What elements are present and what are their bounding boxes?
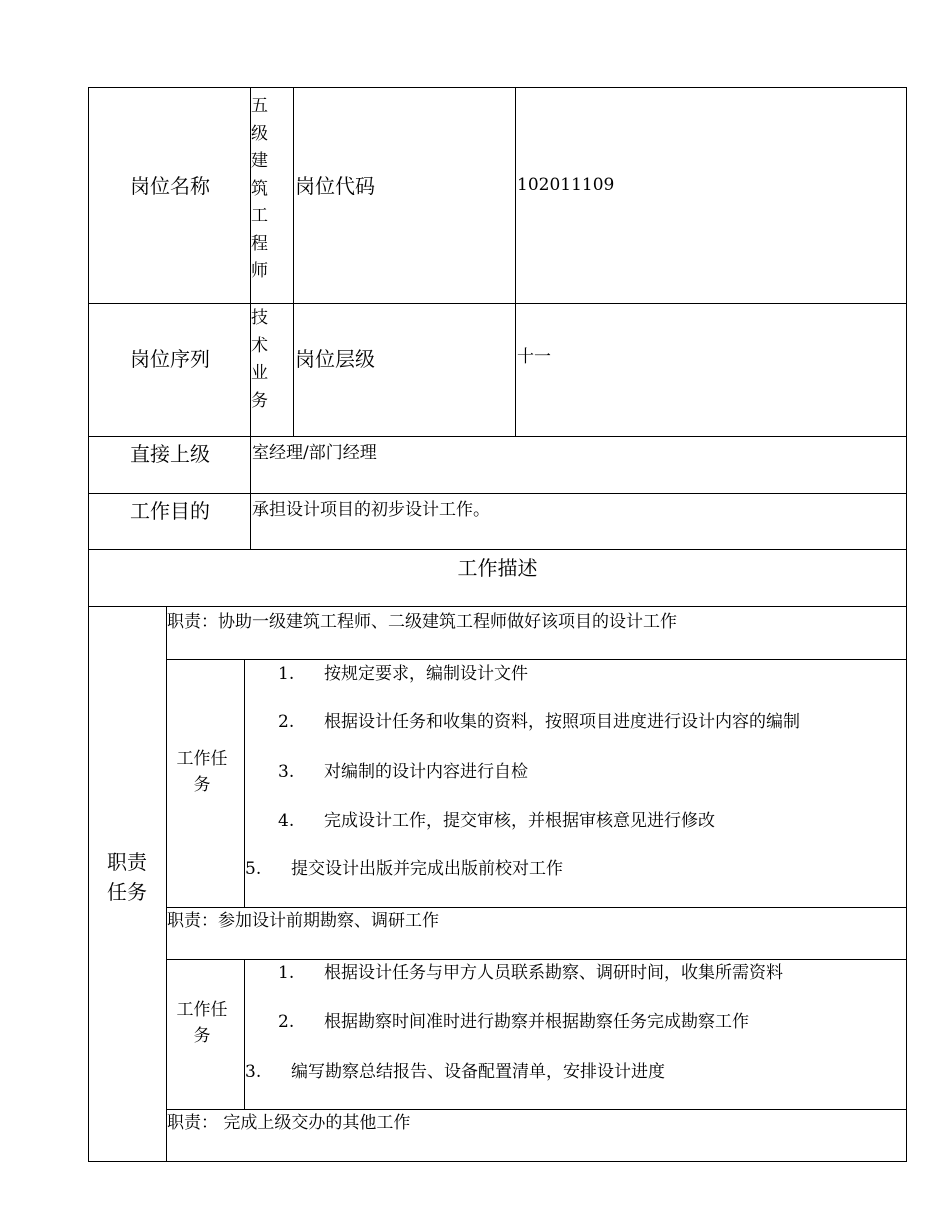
task-text: 根据设计任务和收集的资料，按照项目进度进行设计内容的编制: [324, 712, 800, 732]
task-number: 2.: [278, 712, 295, 732]
task-item: [278, 666, 528, 683]
post-code-label: 岗位代码: [295, 174, 375, 198]
task-item: [278, 714, 800, 731]
task-item: [245, 1064, 665, 1081]
task-text: 根据设计任务与甲方人员联系勘察、调研时间，收集所需资料: [324, 963, 783, 983]
task-number: 1.: [278, 963, 295, 983]
task-number: 3.: [245, 1062, 262, 1082]
description-header: 工作描述: [457, 556, 538, 580]
task-number: 4.: [278, 811, 295, 831]
duty-text: 职责： 完成上级交办的其他工作: [167, 1113, 411, 1133]
post-name-label: 岗位名称: [130, 174, 210, 198]
task-item: [278, 813, 715, 830]
duties-label: 职责任务: [107, 850, 147, 904]
column-divider: [166, 606, 167, 1162]
post-level-value: 十一: [517, 347, 551, 367]
task-text: 编写勘察总结报告、设备配置清单，安排设计进度: [291, 1062, 665, 1082]
row-divider: [88, 436, 907, 437]
task-text: 按规定要求，编制设计文件: [324, 664, 528, 684]
row-divider: [88, 303, 907, 304]
duty-divider: [166, 1109, 907, 1110]
duty-text: 职责：参加设计前期勘察、调研工作: [167, 911, 439, 931]
task-number: 1.: [278, 664, 295, 684]
tasks-label: 工作任务: [176, 749, 228, 795]
task-item: [245, 861, 563, 878]
task-text: 完成设计工作，提交审核，并根据审核意见进行修改: [324, 811, 715, 831]
post-series-label: 岗位序列: [130, 347, 210, 371]
superior-label: 直接上级: [130, 442, 210, 466]
superior-value: 室经理/部门经理: [252, 443, 377, 463]
task-item: [278, 764, 528, 781]
duty-text: 职责：协助一级建筑工程师、二级建筑工程师做好该项目的设计工作: [167, 612, 677, 632]
duty-divider: [166, 907, 907, 908]
duty-divider: [166, 659, 907, 660]
column-divider: [244, 959, 245, 1110]
task-number: 3.: [278, 762, 295, 782]
duty-divider: [166, 959, 907, 960]
post-code-value: 102011109: [517, 175, 615, 195]
column-divider: [515, 87, 516, 437]
table-border-right: [906, 87, 907, 1162]
post-series-value: 技术业务: [251, 308, 268, 411]
column-divider: [293, 87, 294, 437]
task-number: 2.: [278, 1012, 295, 1032]
purpose-label: 工作目的: [130, 499, 210, 523]
row-divider: [88, 549, 907, 550]
post-name-value: 五级建筑工程师: [251, 96, 268, 281]
post-level-label: 岗位层级: [295, 347, 375, 371]
purpose-value: 承担设计项目的初步设计工作。: [252, 500, 490, 520]
task-text: 提交设计出版并完成出版前校对工作: [291, 859, 563, 879]
task-number: 5.: [245, 859, 262, 879]
task-item: [278, 1014, 749, 1031]
task-text: 对编制的设计内容进行自检: [324, 762, 528, 782]
row-divider: [88, 493, 907, 494]
task-text: 根据勘察时间准时进行勘察并根据勘察任务完成勘察工作: [324, 1012, 749, 1032]
task-item: [278, 965, 783, 982]
table-border-bottom: [88, 1161, 907, 1162]
table-border-left: [88, 87, 89, 1162]
tasks-label: 工作任务: [176, 1000, 228, 1046]
row-divider: [88, 606, 907, 607]
table-border-top: [88, 87, 907, 88]
